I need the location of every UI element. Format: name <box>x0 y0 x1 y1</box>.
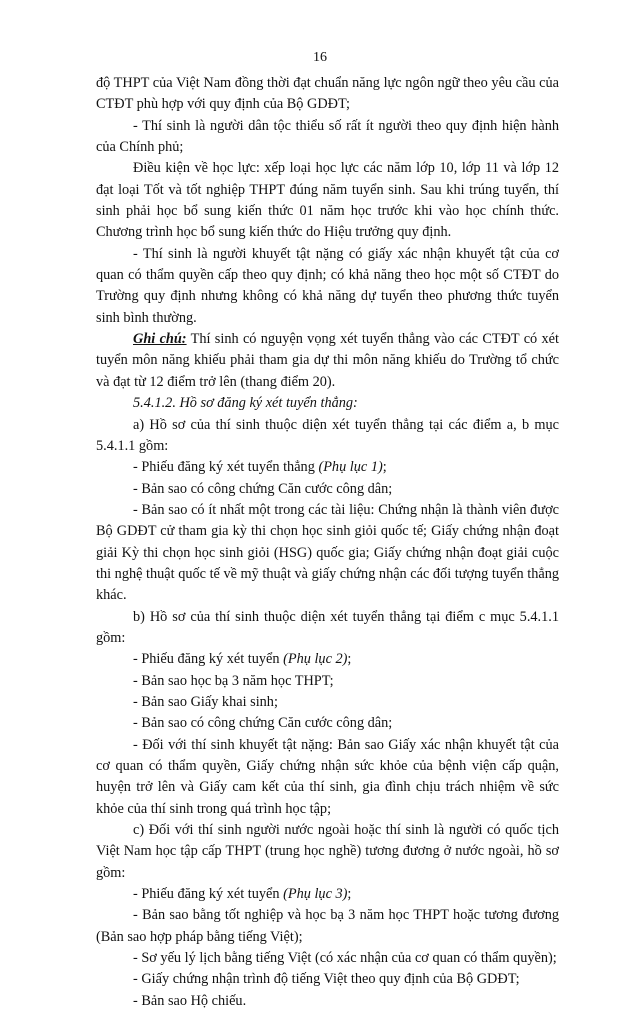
appendix-ref-3: (Phụ lục 3) <box>283 886 348 903</box>
bullet-passport: - Bản sao Hộ chiếu. <box>133 992 247 1009</box>
bullet-end: ; <box>347 651 352 668</box>
bullet-ethnic-minority: - Thí sinh là người dân tộc thiểu số rất ít người theo quy định hiện hành của Chính phủ; <box>96 117 559 156</box>
note-label: Ghi chú: <box>133 331 187 348</box>
bullet-end: ; <box>382 459 387 476</box>
bullet-text: - Phiếu đăng ký xét tuyển <box>133 651 284 668</box>
document-body <box>96 73 559 1012</box>
bullet-certificates: - Bản sao có ít nhất một trong các tài liệu: Chứng nhận là thành viên được Bộ GDĐT cử tham gia kỳ thi chọn học sinh giỏi quốc tế; Giấy chứng nhận đoạt giải Kỳ thi chọn học sinh giỏi (HSG) quốc gia; Giấy chứng nhận đoạt giải cuộc thi nghệ thuật quốc tế về mỹ thuật và giấy chứng nhận các đối tượng tuyển thẳng khác. <box>96 501 559 604</box>
appendix-ref-2: (Phụ lục 2) <box>283 651 348 668</box>
bullet-resume: - Sơ yếu lý lịch bằng tiếng Việt (có xác nhận của cơ quan có thẩm quyền); <box>133 950 557 967</box>
bullet-id-copy-b: - Bản sao có công chứng Căn cước công dân; <box>133 715 393 732</box>
bullet-text: - Phiếu đăng ký xét tuyển thẳng <box>133 459 319 476</box>
paragraph-academic-condition: Điều kiện về học lực: xếp loại học lực các năm lớp 10, lớp 11 và lớp 12 đạt loại Tốt và tốt nghiệp THPT đúng năm tuyển sinh. Sau khi trúng tuyển, thí sinh phải học bổ sung kiến thức 01 năm học trước khi vào học chính thức. Chương trình học bổ sung kiến thức do Hiệu trưởng quy định. <box>96 160 559 241</box>
bullet-transcript: - Bản sao học bạ 3 năm học THPT; <box>133 672 334 689</box>
bullet-disability-docs: - Đối với thí sinh khuyết tật nặng: Bản sao Giấy xác nhận khuyết tật của cơ quan có thẩm quyền, Giấy chứng nhận sức khỏe của bệnh viện cấp quận, huyện trở lên và Giấy cam kết của thí sinh, gia đình chịu trách nhiệm về sức khỏe của thí sinh trong quá trình học tập; <box>96 736 559 817</box>
note-text: Thí sinh có nguyện vọng xét tuyển thẳng vào các CTĐT có xét tuyển môn năng khiếu phải tham gia dự thi môn năng khiếu do Trường tổ chức và đạt từ 12 điểm trở lên (thang điểm 20). <box>96 331 559 390</box>
paragraph-dossier-c: c) Đối với thí sinh người nước ngoài hoặc thí sinh là người có quốc tịch Việt Nam học tập cấp THPT (trung học nghề) tương đương ở nước ngoài, hồ sơ gồm: <box>96 822 559 881</box>
paragraph-dossier-b: b) Hồ sơ của thí sinh thuộc diện xét tuyển thẳng tại điểm c mục 5.4.1.1 gồm: <box>96 608 559 646</box>
section-heading-5-4-1-2: 5.4.1.2. Hồ sơ đăng ký xét tuyển thẳng: <box>133 395 358 412</box>
page-number: 16 <box>313 50 327 65</box>
paragraph-note <box>96 329 559 393</box>
bullet-text: - Phiếu đăng ký xét tuyển <box>133 886 284 903</box>
bullet-registration-form-2 <box>96 649 559 670</box>
paragraph-dossier-a: a) Hồ sơ của thí sinh thuộc diện xét tuyển thẳng tại các điểm a, b mục 5.4.1.1 gồm: <box>96 416 559 454</box>
bullet-registration-form-3 <box>96 884 559 905</box>
bullet-vietnamese-certificate: - Giấy chứng nhận trình độ tiếng Việt theo quy định của Bộ GDĐT; <box>133 971 520 988</box>
bullet-birth-certificate: - Bản sao Giấy khai sinh; <box>133 693 278 710</box>
bullet-id-copy-a: - Bản sao có công chứng Căn cước công dân; <box>133 480 393 497</box>
bullet-disability: - Thí sinh là người khuyết tật nặng có giấy xác nhận khuyết tật của cơ quan có thẩm quyền cấp theo quy định; có khả năng theo học một số CTĐT do Trường quy định nhưng không có khả năng dự tuyển theo phương thức tuyển sinh bình thường. <box>96 245 559 326</box>
paragraph-continuation: độ THPT của Việt Nam đồng thời đạt chuẩn năng lực ngôn ngữ theo yêu cầu của CTĐT phù hợp với quy định của Bộ GDĐT; <box>96 75 559 113</box>
appendix-ref-1: (Phụ lục 1) <box>318 459 383 476</box>
bullet-end: ; <box>347 886 352 903</box>
bullet-registration-form-1 <box>96 457 559 478</box>
bullet-diploma-copy: - Bản sao bằng tốt nghiệp và học bạ 3 năm học THPT hoặc tương đương (Bản sao hợp pháp bằng tiếng Việt); <box>96 907 559 945</box>
